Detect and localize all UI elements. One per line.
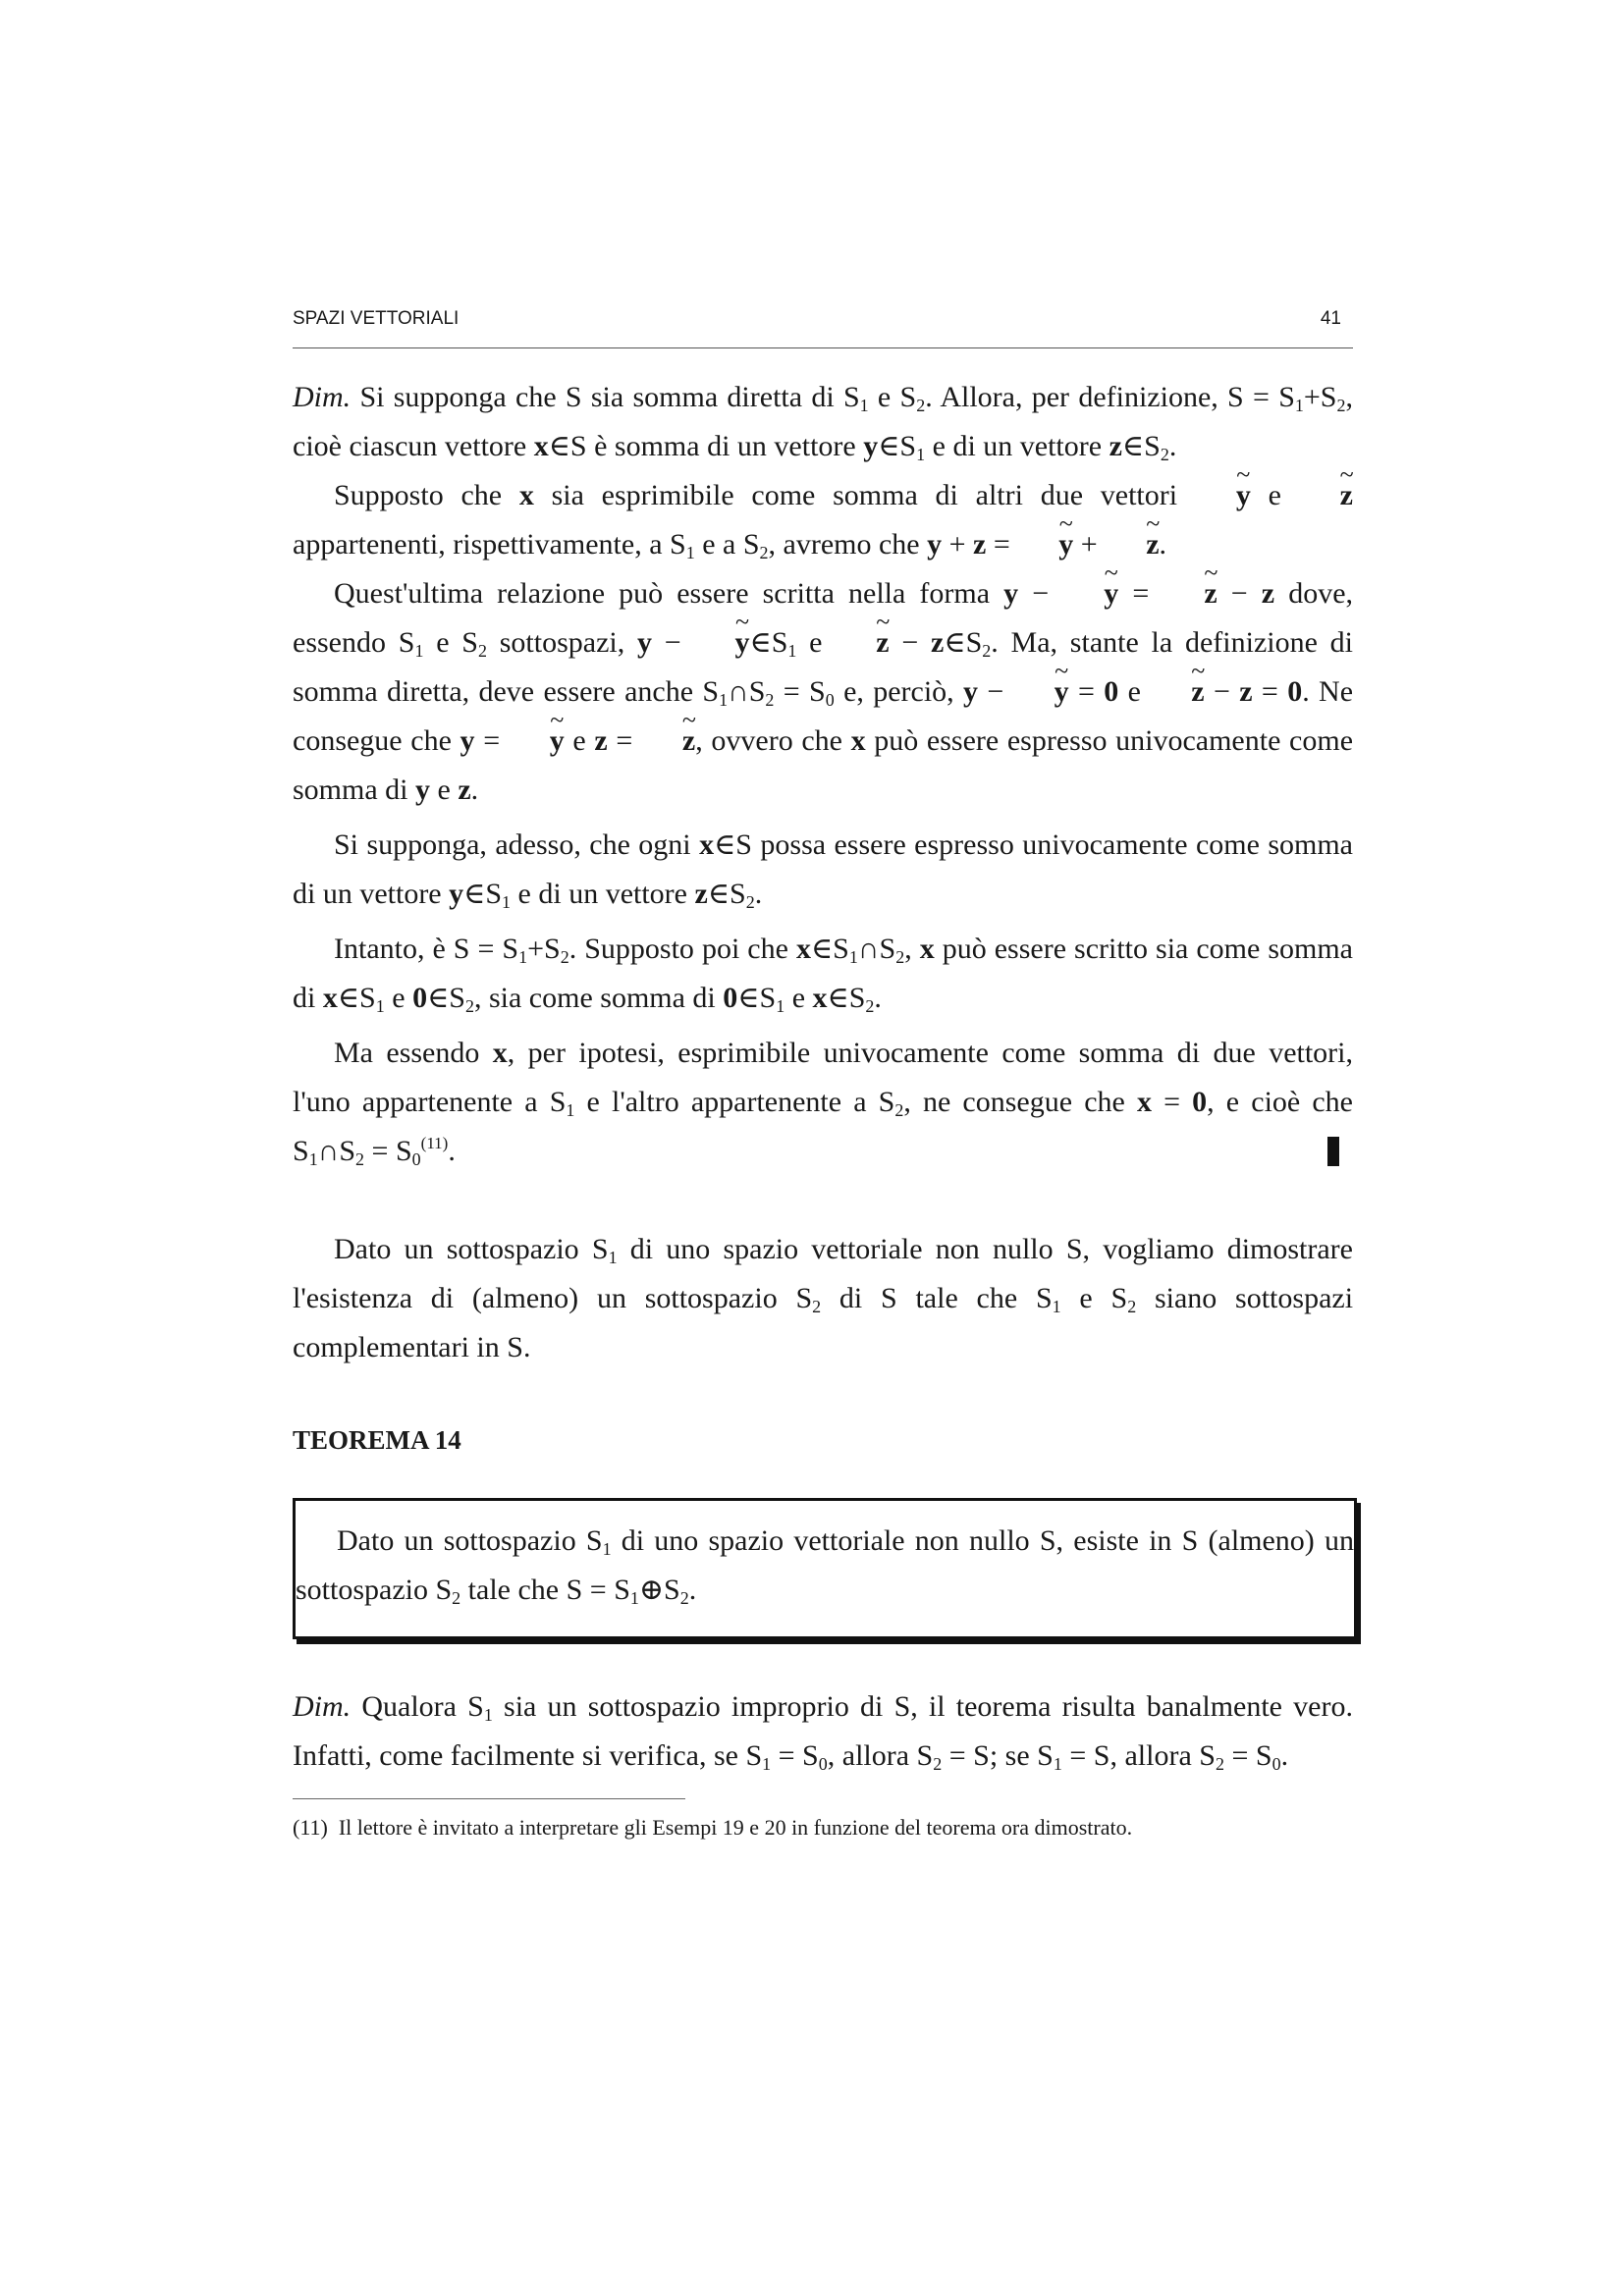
proof-paragraph: Ma essendo x, per ipotesi, esprimibile univocamente come somma di due vettori, l'uno appartenente a $S_1$ e l'altro appartenente a $S_2$, ne consegue che x = 0, e cioè che $S_1\cap S_2 = S_0^{(11)}$. (293, 1037, 1353, 1169)
footnote-rule (293, 1798, 685, 1799)
proof-paragraph: Quest'ultima relazione può essere scritta nella forma y − ~ y = ~ z − z dove, essendo $S_1$ e $S_2$ sottospazi, y − ~ $y\in S_1$ e ~ $z - z\in S_2$. Ma, stante la definizione di somma diretta, deve essere anche $S_1\cap S_2 = S_0$ e, perciò, y − ~ y = 0 e ~ z − z = 0. Ne consegue che y = ~ y e z = ~ z, ovvero che x può essere espresso univocamente come somma di y e z. (293, 569, 1353, 815)
theorem-title: TEOREMA 14 (293, 1425, 461, 1455)
page-number: 41 (1320, 308, 1341, 329)
footnote (293, 1811, 1353, 1844)
proof-paragraph: Intanto, è $S = S_1+S_2$. Supposto poi che $x\in S_1\cap S_2$, x può essere scritto sia come somma di $x\in S_1$ e $0\in S_2$, sia come somma di $0\in S_1$ e $x\in S_2$. (293, 933, 1353, 1016)
intro-paragraph: Dato un sottospazio $S_1$ di uno spazio vettoriale non nullo S, vogliamo dimostrare l'esistenza di (almeno) un sottospazio $S_2$ di S tale che $S_1$ e $S_2$ siano sottospazi complementari in S. (293, 1233, 1354, 1363)
page-body (293, 373, 1353, 1844)
running-header (293, 304, 1353, 348)
theorem-box (293, 1498, 1357, 1639)
dim-label: Dim. (293, 381, 352, 413)
proof-paragraph: Dim. Qualora $S_1$ sia un sottospazio improprio di S, il teorema risulta banalmente vero. Infatti, come facilmente si verifica, se $S_1 = S_0$, allora $S_2 = S$; se $S_1 = S$, allora $S_2 = S_0$. (293, 1690, 1353, 1774)
proof-paragraph: Si supponga, adesso, che ogni x∈S possa essere espresso univocamente come somma di un vettore $y\in S_1$ e di un vettore $z\in S_2$. (293, 828, 1353, 912)
footnote-marker: (11) (293, 1815, 328, 1840)
theorem-statement: Dato un sottospazio $S_1$ di uno spazio vettoriale non nullo S, esiste in S (almeno) un sottospazio $S_2$ tale che $S = S_1\oplus S_2$. (296, 1524, 1354, 1608)
footnote-text: Il lettore è invitato a interpretare gli Esempi 19 e 20 in funzione del teorema ora dimostrato. (338, 1815, 1133, 1840)
proof-paragraph: Supposto che x sia esprimibile come somma di altri due vettori ~ y e ~ z appartenenti, rispettivamente, a $S_1$ e a $S_2$, avremo che y + z = ~ y + ~ z. (293, 471, 1353, 569)
header-title: SPAZI VETTORIALI (293, 308, 460, 329)
proof-paragraph: Dim. Si supponga che S sia somma diretta di $S_1$ e $S_2$. Allora, per definizione, $S = S_1+S_2$, cioè ciascun vettore x∈S è somma di un vettore $y\in S_1$ e di un vettore $z\in S_2$. (293, 381, 1353, 464)
dim-label: Dim. (293, 1690, 352, 1723)
qed-mark (1327, 1137, 1339, 1166)
